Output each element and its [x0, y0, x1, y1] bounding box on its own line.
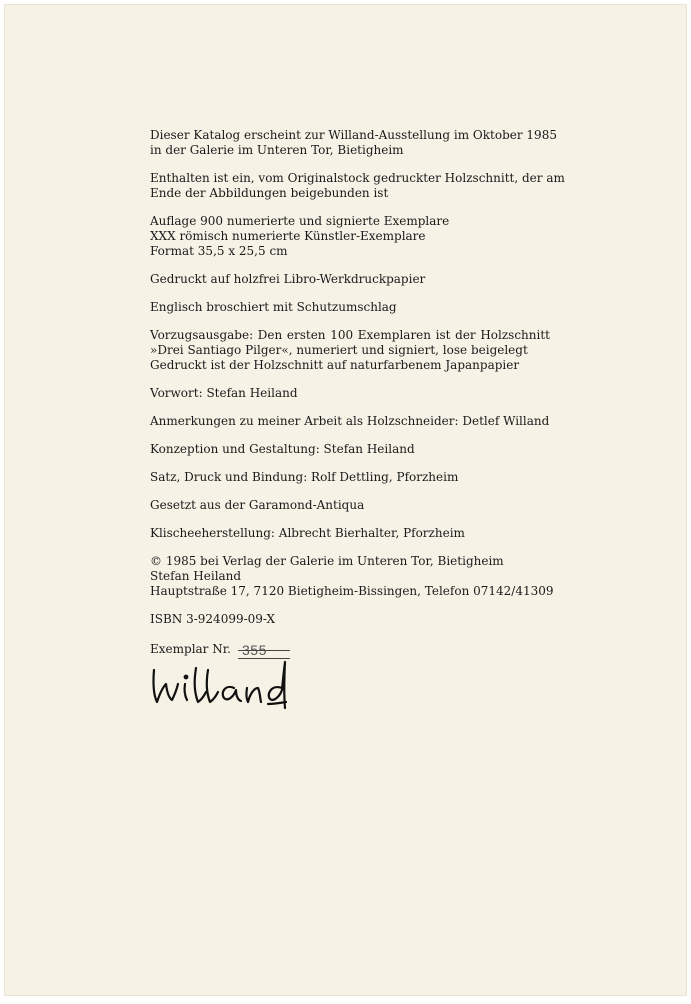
exemplar-label: Exemplar Nr. — [150, 642, 231, 656]
text-line: Hauptstraße 17, 7120 Bietigheim-Bissingen, Telefon 07142/41309 — [150, 584, 554, 598]
text-line: Vorwort: Stefan Heiland — [150, 386, 298, 400]
text-line: © 1985 bei Verlag der Galerie im Unteren Tor, Bietigheim — [150, 554, 504, 568]
paragraph-special-edition — [150, 328, 550, 373]
paragraph-plates — [150, 526, 550, 541]
text-line: Vorzugsausgabe: Den ersten 100 Exemplaren ist der Holzschnitt — [150, 328, 550, 342]
paragraph-binding — [150, 300, 550, 315]
text-line: Format 35,5 x 25,5 cm — [150, 244, 288, 258]
paragraph-paper — [150, 272, 550, 287]
text-line: Satz, Druck und Bindung: Rolf Dettling, Pforzheim — [150, 470, 459, 484]
paragraph-edition — [150, 214, 550, 259]
paragraph-foreword — [150, 386, 550, 401]
artist-signature — [150, 658, 330, 718]
text-line: Englisch broschiert mit Schutzumschlag — [150, 300, 397, 314]
colophon-text — [150, 128, 565, 640]
text-line: Gedruckt auf holzfrei Libro-Werkdruckpapier — [150, 272, 426, 286]
text-line: Gesetzt aus der Garamond-Antiqua — [150, 498, 365, 512]
text-line: Dieser Katalog erscheint zur Willand-Ausstellung im Oktober 1985 — [150, 128, 557, 142]
paragraph-printing — [150, 470, 550, 485]
text-line: in der Galerie im Unteren Tor, Bietigheim — [150, 143, 404, 157]
text-line: Konzeption und Gestaltung: Stefan Heiland — [150, 442, 415, 456]
isbn: ISBN 3-924099-09-X — [150, 612, 276, 626]
text-line: Gedruckt ist der Holzschnitt auf naturfarbenem Japanpapier — [150, 358, 520, 372]
text-line: »Drei Santiago Pilger«, numeriert und signiert, lose beigelegt — [150, 343, 528, 357]
catalog-page — [4, 4, 687, 996]
paragraph-notes — [150, 414, 550, 429]
paragraph-copyright — [150, 554, 554, 599]
text-line: Enthalten ist ein, vom Originalstock gedruckter Holzschnitt, der am — [150, 171, 565, 185]
paragraph-design — [150, 442, 550, 457]
text-line: Anmerkungen zu meiner Arbeit als Holzschneider: Detlef Willand — [150, 414, 550, 428]
text-line: Auflage 900 numerierte und signierte Exemplare — [150, 214, 450, 228]
text-line: XXX römisch numerierte Künstler-Exemplare — [150, 229, 426, 243]
text-line: Stefan Heiland — [150, 569, 242, 583]
paragraph-typeface — [150, 498, 550, 513]
text-line: Klischeeherstellung: Albrecht Bierhalter, Pforzheim — [150, 526, 465, 540]
paragraph-isbn — [150, 612, 550, 627]
exemplar-number-value: 355 — [242, 642, 267, 658]
paragraph-exhibition — [150, 128, 557, 158]
text-line: Ende der Abbildungen beigebunden ist — [150, 186, 389, 200]
exemplar-number — [150, 642, 267, 658]
paragraph-woodcut — [150, 171, 565, 201]
